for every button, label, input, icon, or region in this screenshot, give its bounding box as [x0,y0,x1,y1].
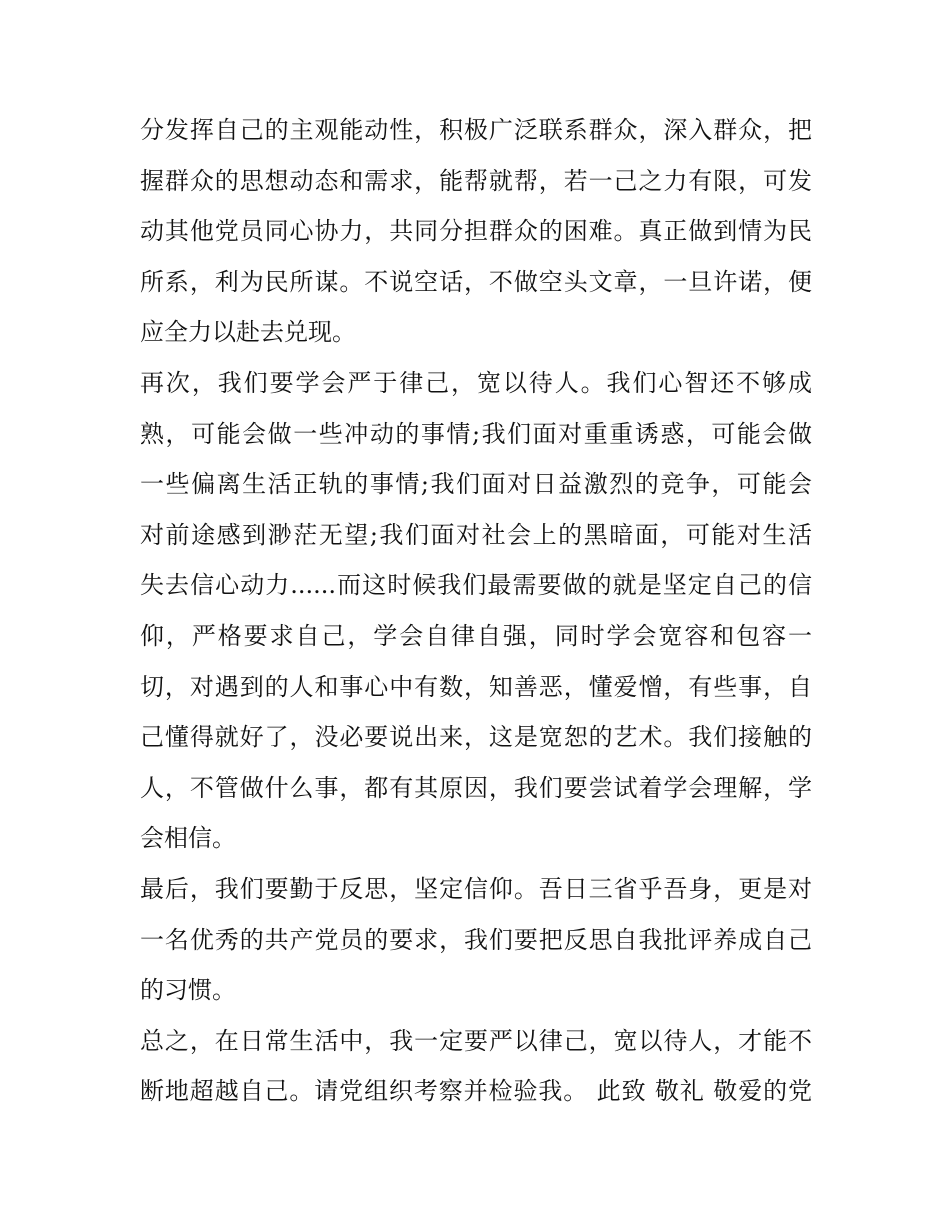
text-line: 己懂得就好了，没必要说出来，这是宽恕的艺术。我们接触的 [140,723,812,752]
text-line: 握群众的思想动态和需求，能帮就帮，若一己之力有限，可发 [140,166,812,195]
text-line: 对前途感到渺茫无望;我们面对社会上的黑暗面，可能对生活 [140,520,812,549]
text-line: 分发挥自己的主观能动性，积极广泛联系群众，深入群众，把 [140,116,812,144]
text-line: 一些偏离生活正轨的事情;我们面对日益激烈的竞争，可能会 [140,470,812,499]
text-line: 会相信。 [140,824,236,853]
text-line: 动其他党员同心协力，共同分担群众的困难。真正做到情为民 [140,217,812,246]
text-line: 仰，严格要求自己，学会自律自强，同时学会宽容和包容一 [140,621,812,650]
text-line: 失去信心动力......而这时候我们最需要做的就是坚定自己的信 [140,571,812,600]
text-line: 应全力以赴去兑现。 [140,318,356,347]
text-line: 再次，我们要学会严于律己，宽以待人。我们心智还不够成 [140,368,812,397]
text-line: 所系，利为民所谋。不说空话，不做空头文章，一旦许诺，便 [140,267,812,296]
body-text [140,105,812,1117]
text-line: 一名优秀的共产党员的要求，我们要把反思自我批评养成自己 [140,925,812,954]
text-line: 总之，在日常生活中，我一定要严以律己，宽以待人，才能不 [140,1026,812,1055]
text-line: 最后，我们要勤于反思，坚定信仰。吾日三省乎吾身，更是对 [140,874,812,903]
text-line: 熟，可能会做一些冲动的事情;我们面对重重诱惑，可能会做 [140,419,812,448]
text-line: 的习惯。 [140,976,236,1005]
text-line: 断地超越自己。请党组织考察并检验我。 此致 敬礼 敬爱的党 [140,1077,812,1106]
text-line: 切，对遇到的人和事心中有数，知善恶，懂爱憎，有些事，自 [140,672,812,701]
text-line: 人，不管做什么事，都有其原因，我们要尝试着学会理解，学 [140,773,812,802]
